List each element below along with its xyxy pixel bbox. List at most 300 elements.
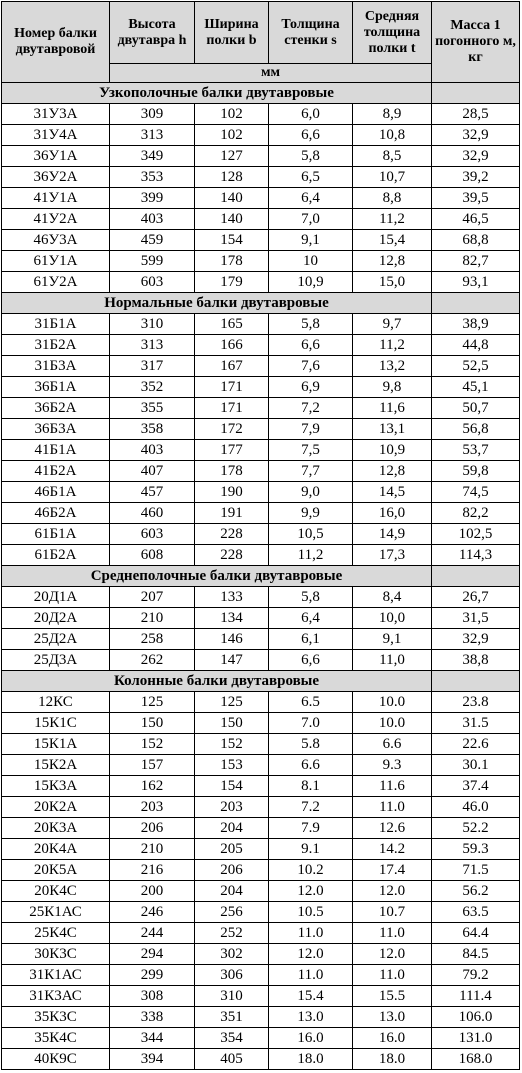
mass-cell: 82,7 bbox=[432, 251, 520, 272]
flange-width-cell: 133 bbox=[195, 587, 269, 608]
flange-thickness-cell: 8,5 bbox=[353, 146, 432, 167]
beam-number-cell: 41Б2А bbox=[2, 461, 110, 482]
beam-number-cell: 25К4С bbox=[2, 923, 110, 944]
table-row bbox=[2, 734, 520, 755]
mass-cell: 74,5 bbox=[432, 482, 520, 503]
beam-number-cell: 15К2А bbox=[2, 755, 110, 776]
flange-thickness-cell: 9,7 bbox=[353, 314, 432, 335]
mass-cell: 114,3 bbox=[432, 545, 520, 566]
table-row bbox=[2, 692, 520, 713]
beam-number-cell: 46У3А bbox=[2, 230, 110, 251]
web-thickness-cell: 7,2 bbox=[269, 398, 353, 419]
beam-number-cell: 30К3С bbox=[2, 944, 110, 965]
height-cell: 313 bbox=[110, 125, 195, 146]
mass-cell: 39,5 bbox=[432, 188, 520, 209]
flange-thickness-cell: 9,8 bbox=[353, 377, 432, 398]
web-thickness-cell: 10,9 bbox=[269, 272, 353, 293]
mass-cell: 32,9 bbox=[432, 629, 520, 650]
flange-width-cell: 134 bbox=[195, 608, 269, 629]
flange-thickness-cell: 9.3 bbox=[353, 755, 432, 776]
flange-width-cell: 154 bbox=[195, 230, 269, 251]
height-cell: 244 bbox=[110, 923, 195, 944]
table-row bbox=[2, 461, 520, 482]
beam-number-cell: 61У2А bbox=[2, 272, 110, 293]
table-row bbox=[2, 860, 520, 881]
height-cell: 313 bbox=[110, 335, 195, 356]
flange-thickness-cell: 17,3 bbox=[353, 545, 432, 566]
height-cell: 200 bbox=[110, 881, 195, 902]
height-cell: 207 bbox=[110, 587, 195, 608]
table-row bbox=[2, 545, 520, 566]
mass-cell: 59.3 bbox=[432, 839, 520, 860]
table-header bbox=[2, 2, 520, 83]
height-cell: 309 bbox=[110, 104, 195, 125]
table-row bbox=[2, 335, 520, 356]
flange-width-cell: 178 bbox=[195, 461, 269, 482]
mass-cell: 63.5 bbox=[432, 902, 520, 923]
beam-number-cell: 36Б1А bbox=[2, 377, 110, 398]
col-header-flange-width: Ширина полки b bbox=[195, 2, 269, 64]
section-mass-cell bbox=[432, 293, 520, 314]
mass-cell: 168.0 bbox=[432, 1049, 520, 1070]
height-cell: 262 bbox=[110, 650, 195, 671]
beam-number-cell: 35К4С bbox=[2, 1028, 110, 1049]
table-row bbox=[2, 797, 520, 818]
beam-number-cell: 20Д1А bbox=[2, 587, 110, 608]
table-body bbox=[2, 83, 520, 1070]
flange-thickness-cell: 12.0 bbox=[353, 944, 432, 965]
flange-thickness-cell: 12,8 bbox=[353, 461, 432, 482]
beam-number-cell: 25Д3А bbox=[2, 650, 110, 671]
height-cell: 338 bbox=[110, 1007, 195, 1028]
web-thickness-cell: 5,8 bbox=[269, 587, 353, 608]
flange-width-cell: 228 bbox=[195, 545, 269, 566]
flange-width-cell: 178 bbox=[195, 251, 269, 272]
height-cell: 299 bbox=[110, 965, 195, 986]
beam-number-cell: 31К3АС bbox=[2, 986, 110, 1007]
height-cell: 308 bbox=[110, 986, 195, 1007]
beam-number-cell: 36Б2А bbox=[2, 398, 110, 419]
section-mass-cell bbox=[432, 83, 520, 104]
mass-cell: 46.0 bbox=[432, 797, 520, 818]
flange-thickness-cell: 15,4 bbox=[353, 230, 432, 251]
beam-number-cell: 35К3С bbox=[2, 1007, 110, 1028]
web-thickness-cell: 11,2 bbox=[269, 545, 353, 566]
section-header-row bbox=[2, 293, 520, 314]
web-thickness-cell: 6,1 bbox=[269, 629, 353, 650]
table-row bbox=[2, 503, 520, 524]
table-row bbox=[2, 818, 520, 839]
web-thickness-cell: 11.0 bbox=[269, 923, 353, 944]
table-row bbox=[2, 482, 520, 503]
beam-number-cell: 25К1АС bbox=[2, 902, 110, 923]
table-row bbox=[2, 377, 520, 398]
table-row bbox=[2, 398, 520, 419]
mass-cell: 59,8 bbox=[432, 461, 520, 482]
flange-width-cell: 191 bbox=[195, 503, 269, 524]
table-row bbox=[2, 356, 520, 377]
beam-number-cell: 31Б3А bbox=[2, 356, 110, 377]
table-row bbox=[2, 902, 520, 923]
table-row bbox=[2, 104, 520, 125]
web-thickness-cell: 7,6 bbox=[269, 356, 353, 377]
height-cell: 457 bbox=[110, 482, 195, 503]
section-title: Колонные балки двутавровые bbox=[2, 671, 432, 692]
beam-number-cell: 46Б1А bbox=[2, 482, 110, 503]
web-thickness-cell: 6,6 bbox=[269, 650, 353, 671]
height-cell: 358 bbox=[110, 419, 195, 440]
flange-thickness-cell: 11,6 bbox=[353, 398, 432, 419]
beam-number-cell: 40К9С bbox=[2, 1049, 110, 1070]
flange-width-cell: 153 bbox=[195, 755, 269, 776]
web-thickness-cell: 6,6 bbox=[269, 125, 353, 146]
web-thickness-cell: 8.1 bbox=[269, 776, 353, 797]
web-thickness-cell: 6,4 bbox=[269, 608, 353, 629]
table-row bbox=[2, 1028, 520, 1049]
flange-thickness-cell: 13,1 bbox=[353, 419, 432, 440]
height-cell: 403 bbox=[110, 440, 195, 461]
flange-width-cell: 147 bbox=[195, 650, 269, 671]
height-cell: 210 bbox=[110, 608, 195, 629]
height-cell: 246 bbox=[110, 902, 195, 923]
mass-cell: 38,8 bbox=[432, 650, 520, 671]
flange-width-cell: 128 bbox=[195, 167, 269, 188]
table-row bbox=[2, 755, 520, 776]
flange-thickness-cell: 18.0 bbox=[353, 1049, 432, 1070]
height-cell: 352 bbox=[110, 377, 195, 398]
height-cell: 459 bbox=[110, 230, 195, 251]
flange-width-cell: 146 bbox=[195, 629, 269, 650]
beam-number-cell: 20К2А bbox=[2, 797, 110, 818]
height-cell: 310 bbox=[110, 314, 195, 335]
col-header-web-thickness: Толщина стенки s bbox=[269, 2, 353, 64]
web-thickness-cell: 12.0 bbox=[269, 944, 353, 965]
flange-thickness-cell: 12.6 bbox=[353, 818, 432, 839]
mass-cell: 79.2 bbox=[432, 965, 520, 986]
flange-thickness-cell: 15.5 bbox=[353, 986, 432, 1007]
mass-cell: 30.1 bbox=[432, 755, 520, 776]
height-cell: 344 bbox=[110, 1028, 195, 1049]
flange-width-cell: 405 bbox=[195, 1049, 269, 1070]
flange-width-cell: 152 bbox=[195, 734, 269, 755]
beam-number-cell: 31У3А bbox=[2, 104, 110, 125]
web-thickness-cell: 9,0 bbox=[269, 482, 353, 503]
beam-number-cell: 20К5А bbox=[2, 860, 110, 881]
flange-thickness-cell: 13,2 bbox=[353, 356, 432, 377]
flange-width-cell: 204 bbox=[195, 881, 269, 902]
mass-cell: 82,2 bbox=[432, 503, 520, 524]
height-cell: 355 bbox=[110, 398, 195, 419]
mass-cell: 106.0 bbox=[432, 1007, 520, 1028]
height-cell: 407 bbox=[110, 461, 195, 482]
flange-thickness-cell: 11.0 bbox=[353, 923, 432, 944]
flange-width-cell: 228 bbox=[195, 524, 269, 545]
mass-cell: 68,8 bbox=[432, 230, 520, 251]
beam-number-cell: 61У1А bbox=[2, 251, 110, 272]
height-cell: 210 bbox=[110, 839, 195, 860]
table-row bbox=[2, 524, 520, 545]
flange-thickness-cell: 10,8 bbox=[353, 125, 432, 146]
table-row bbox=[2, 923, 520, 944]
height-cell: 603 bbox=[110, 524, 195, 545]
mass-cell: 50,7 bbox=[432, 398, 520, 419]
height-cell: 294 bbox=[110, 944, 195, 965]
table-row bbox=[2, 713, 520, 734]
mass-cell: 84.5 bbox=[432, 944, 520, 965]
beam-number-cell: 36У1А bbox=[2, 146, 110, 167]
mass-cell: 32,9 bbox=[432, 125, 520, 146]
flange-width-cell: 256 bbox=[195, 902, 269, 923]
height-cell: 599 bbox=[110, 251, 195, 272]
flange-width-cell: 167 bbox=[195, 356, 269, 377]
mass-cell: 28,5 bbox=[432, 104, 520, 125]
flange-width-cell: 154 bbox=[195, 776, 269, 797]
mass-cell: 52,5 bbox=[432, 356, 520, 377]
mass-cell: 31,5 bbox=[432, 608, 520, 629]
flange-thickness-cell: 11,2 bbox=[353, 335, 432, 356]
height-cell: 150 bbox=[110, 713, 195, 734]
web-thickness-cell: 7,9 bbox=[269, 419, 353, 440]
flange-width-cell: 171 bbox=[195, 377, 269, 398]
beam-number-cell: 20К4А bbox=[2, 839, 110, 860]
table-row bbox=[2, 146, 520, 167]
height-cell: 460 bbox=[110, 503, 195, 524]
web-thickness-cell: 10,5 bbox=[269, 524, 353, 545]
beam-number-cell: 36У2А bbox=[2, 167, 110, 188]
height-cell: 353 bbox=[110, 167, 195, 188]
mass-cell: 56,8 bbox=[432, 419, 520, 440]
flange-thickness-cell: 10.7 bbox=[353, 902, 432, 923]
flange-width-cell: 102 bbox=[195, 104, 269, 125]
table-row bbox=[2, 881, 520, 902]
flange-width-cell: 125 bbox=[195, 692, 269, 713]
flange-thickness-cell: 12.0 bbox=[353, 881, 432, 902]
web-thickness-cell: 7,5 bbox=[269, 440, 353, 461]
flange-thickness-cell: 11,0 bbox=[353, 650, 432, 671]
flange-thickness-cell: 17.4 bbox=[353, 860, 432, 881]
flange-width-cell: 206 bbox=[195, 860, 269, 881]
flange-thickness-cell: 14,9 bbox=[353, 524, 432, 545]
beam-number-cell: 31Б2А bbox=[2, 335, 110, 356]
beam-number-cell: 15К1А bbox=[2, 734, 110, 755]
height-cell: 162 bbox=[110, 776, 195, 797]
web-thickness-cell: 15.4 bbox=[269, 986, 353, 1007]
beam-number-cell: 15К3А bbox=[2, 776, 110, 797]
flange-width-cell: 310 bbox=[195, 986, 269, 1007]
height-cell: 603 bbox=[110, 272, 195, 293]
flange-thickness-cell: 10.0 bbox=[353, 713, 432, 734]
flange-thickness-cell: 11,2 bbox=[353, 209, 432, 230]
beam-number-cell: 31К1АС bbox=[2, 965, 110, 986]
web-thickness-cell: 5.8 bbox=[269, 734, 353, 755]
flange-thickness-cell: 9,1 bbox=[353, 629, 432, 650]
mass-cell: 44,8 bbox=[432, 335, 520, 356]
web-thickness-cell: 6,4 bbox=[269, 188, 353, 209]
flange-width-cell: 127 bbox=[195, 146, 269, 167]
beam-number-cell: 20К4С bbox=[2, 881, 110, 902]
flange-width-cell: 102 bbox=[195, 125, 269, 146]
table-row bbox=[2, 944, 520, 965]
flange-thickness-cell: 10.0 bbox=[353, 692, 432, 713]
table-row bbox=[2, 839, 520, 860]
flange-thickness-cell: 11.0 bbox=[353, 797, 432, 818]
web-thickness-cell: 6,0 bbox=[269, 104, 353, 125]
flange-thickness-cell: 10,7 bbox=[353, 167, 432, 188]
flange-width-cell: 252 bbox=[195, 923, 269, 944]
mass-cell: 31.5 bbox=[432, 713, 520, 734]
mass-cell: 102,5 bbox=[432, 524, 520, 545]
beam-number-cell: 36Б3А bbox=[2, 419, 110, 440]
mass-cell: 53,7 bbox=[432, 440, 520, 461]
mass-cell: 23.8 bbox=[432, 692, 520, 713]
web-thickness-cell: 13.0 bbox=[269, 1007, 353, 1028]
section-title: Узкополочные балки двутавровые bbox=[2, 83, 432, 104]
table-row bbox=[2, 419, 520, 440]
web-thickness-cell: 11.0 bbox=[269, 965, 353, 986]
web-thickness-cell: 7,7 bbox=[269, 461, 353, 482]
mass-cell: 37.4 bbox=[432, 776, 520, 797]
web-thickness-cell: 6.5 bbox=[269, 692, 353, 713]
table-row bbox=[2, 650, 520, 671]
web-thickness-cell: 5,8 bbox=[269, 146, 353, 167]
web-thickness-cell: 6,5 bbox=[269, 167, 353, 188]
web-thickness-cell: 9.1 bbox=[269, 839, 353, 860]
mass-cell: 32,9 bbox=[432, 146, 520, 167]
flange-width-cell: 166 bbox=[195, 335, 269, 356]
web-thickness-cell: 9,1 bbox=[269, 230, 353, 251]
table-row bbox=[2, 965, 520, 986]
flange-thickness-cell: 10,9 bbox=[353, 440, 432, 461]
mass-cell: 93,1 bbox=[432, 272, 520, 293]
flange-thickness-cell: 8,8 bbox=[353, 188, 432, 209]
flange-width-cell: 351 bbox=[195, 1007, 269, 1028]
table-row bbox=[2, 230, 520, 251]
beam-number-cell: 31У4А bbox=[2, 125, 110, 146]
flange-width-cell: 205 bbox=[195, 839, 269, 860]
beam-number-cell: 46Б2А bbox=[2, 503, 110, 524]
web-thickness-cell: 7.0 bbox=[269, 713, 353, 734]
beam-number-cell: 12КС bbox=[2, 692, 110, 713]
section-title: Нормальные балки двутавровые bbox=[2, 293, 432, 314]
beam-number-cell: 20Д2А bbox=[2, 608, 110, 629]
mass-cell: 131.0 bbox=[432, 1028, 520, 1049]
beam-number-cell: 41Б1А bbox=[2, 440, 110, 461]
flange-thickness-cell: 6.6 bbox=[353, 734, 432, 755]
web-thickness-cell: 9,9 bbox=[269, 503, 353, 524]
mass-cell: 46,5 bbox=[432, 209, 520, 230]
beam-number-cell: 41У1А bbox=[2, 188, 110, 209]
flange-width-cell: 140 bbox=[195, 209, 269, 230]
table-row bbox=[2, 1007, 520, 1028]
flange-width-cell: 140 bbox=[195, 188, 269, 209]
table-row bbox=[2, 209, 520, 230]
web-thickness-cell: 12.0 bbox=[269, 881, 353, 902]
flange-thickness-cell: 15,0 bbox=[353, 272, 432, 293]
flange-width-cell: 177 bbox=[195, 440, 269, 461]
beam-table bbox=[1, 1, 520, 1070]
height-cell: 206 bbox=[110, 818, 195, 839]
mass-cell: 56.2 bbox=[432, 881, 520, 902]
mass-cell: 111.4 bbox=[432, 986, 520, 1007]
flange-width-cell: 302 bbox=[195, 944, 269, 965]
height-cell: 608 bbox=[110, 545, 195, 566]
section-header-row bbox=[2, 566, 520, 587]
table-row bbox=[2, 251, 520, 272]
web-thickness-cell: 10.5 bbox=[269, 902, 353, 923]
beam-number-cell: 41У2А bbox=[2, 209, 110, 230]
table-row bbox=[2, 167, 520, 188]
section-mass-cell bbox=[432, 566, 520, 587]
web-thickness-cell: 10.2 bbox=[269, 860, 353, 881]
beam-number-cell: 61Б2А bbox=[2, 545, 110, 566]
web-thickness-cell: 7.2 bbox=[269, 797, 353, 818]
height-cell: 317 bbox=[110, 356, 195, 377]
flange-width-cell: 150 bbox=[195, 713, 269, 734]
mass-cell: 38,9 bbox=[432, 314, 520, 335]
beam-number-cell: 61Б1А bbox=[2, 524, 110, 545]
mass-cell: 71.5 bbox=[432, 860, 520, 881]
table-row bbox=[2, 272, 520, 293]
flange-thickness-cell: 10,0 bbox=[353, 608, 432, 629]
web-thickness-cell: 7.9 bbox=[269, 818, 353, 839]
beam-number-cell: 31Б1А bbox=[2, 314, 110, 335]
web-thickness-cell: 6,6 bbox=[269, 335, 353, 356]
beam-number-cell: 15К1С bbox=[2, 713, 110, 734]
web-thickness-cell: 10 bbox=[269, 251, 353, 272]
flange-width-cell: 354 bbox=[195, 1028, 269, 1049]
height-cell: 349 bbox=[110, 146, 195, 167]
mass-cell: 39,2 bbox=[432, 167, 520, 188]
table-row bbox=[2, 440, 520, 461]
flange-width-cell: 204 bbox=[195, 818, 269, 839]
web-thickness-cell: 6.6 bbox=[269, 755, 353, 776]
height-cell: 258 bbox=[110, 629, 195, 650]
web-thickness-cell: 6,9 bbox=[269, 377, 353, 398]
flange-thickness-cell: 8,4 bbox=[353, 587, 432, 608]
web-thickness-cell: 5,8 bbox=[269, 314, 353, 335]
flange-thickness-cell: 8,9 bbox=[353, 104, 432, 125]
web-thickness-cell: 7,0 bbox=[269, 209, 353, 230]
col-header-beam-number: Номер балки двутавровой bbox=[2, 2, 110, 83]
flange-width-cell: 203 bbox=[195, 797, 269, 818]
flange-thickness-cell: 11.6 bbox=[353, 776, 432, 797]
flange-thickness-cell: 13.0 bbox=[353, 1007, 432, 1028]
table-row bbox=[2, 587, 520, 608]
section-header-row bbox=[2, 671, 520, 692]
mass-cell: 45,1 bbox=[432, 377, 520, 398]
col-header-mass: Масса 1 погонного м, кг bbox=[432, 2, 520, 83]
section-title: Среднеполочные балки двутавровые bbox=[2, 566, 432, 587]
flange-thickness-cell: 14.2 bbox=[353, 839, 432, 860]
height-cell: 399 bbox=[110, 188, 195, 209]
flange-width-cell: 165 bbox=[195, 314, 269, 335]
table-row bbox=[2, 314, 520, 335]
web-thickness-cell: 18.0 bbox=[269, 1049, 353, 1070]
flange-thickness-cell: 16,0 bbox=[353, 503, 432, 524]
col-header-height: Высота двутавра h bbox=[110, 2, 195, 64]
flange-width-cell: 179 bbox=[195, 272, 269, 293]
unit-label: мм bbox=[110, 64, 432, 83]
col-header-flange-thickness: Средняя толщина полки t bbox=[353, 2, 432, 64]
table-row bbox=[2, 188, 520, 209]
mass-cell: 26,7 bbox=[432, 587, 520, 608]
height-cell: 152 bbox=[110, 734, 195, 755]
height-cell: 216 bbox=[110, 860, 195, 881]
flange-width-cell: 171 bbox=[195, 398, 269, 419]
flange-thickness-cell: 14,5 bbox=[353, 482, 432, 503]
height-cell: 394 bbox=[110, 1049, 195, 1070]
flange-thickness-cell: 12,8 bbox=[353, 251, 432, 272]
